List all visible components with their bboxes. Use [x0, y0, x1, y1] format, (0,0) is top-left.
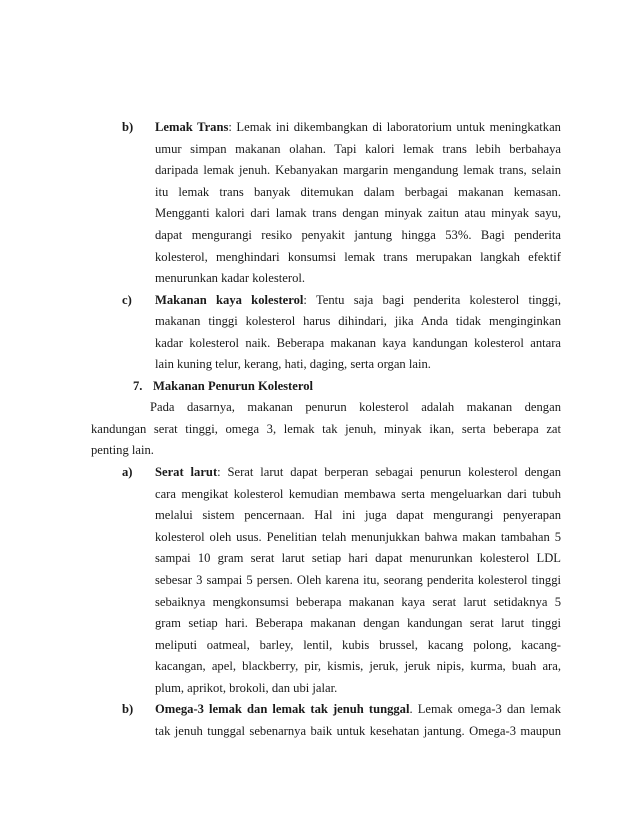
item-b-line-7: kolesterol, menghindari konsumsi lemak trans merupakan langkah efektif: [155, 250, 561, 264]
item-c-title: Makanan kaya kolesterol: [155, 293, 304, 307]
section-7-intro-3: penting lain.: [91, 443, 154, 457]
item-a-line-3: melalui sistem pencernaan. Hal ini juga dapat mengurangi penyerapan: [155, 508, 561, 522]
item-c-text-1: : Tentu saja bagi penderita kolesterol tinggi,: [303, 293, 561, 307]
item-c-line-3: kadar kolesterol naik. Beberapa makanan kaya kandungan kolesterol antara: [155, 336, 561, 350]
item-a-line-5: sampai 10 gram serat larut setiap hari dapat menurunkan kolesterol LDL: [155, 551, 561, 565]
item-b-title: Lemak Trans: [155, 120, 229, 134]
item-b-label: b): [122, 120, 134, 134]
item-b-line-4: itu lemak trans banyak ditemukan dalam berbagai makanan kemasan.: [155, 185, 561, 199]
section-7-heading: Makanan Penurun Kolesterol: [153, 379, 313, 393]
section-7-number: 7.: [133, 379, 143, 393]
item-a-line-1: [155, 464, 561, 480]
section-7-intro-2: kandungan serat tinggi, omega 3, lemak tak jenuh, minyak ikan, serta beberapa zat: [91, 422, 561, 436]
item-omega-text-1: . Lemak omega-3 dan lemak: [409, 702, 561, 716]
item-a-line-2: cara mengikat kolesterol kemudian membawa serta mengeluarkan dari tubuh: [155, 487, 561, 501]
item-a-line-11: plum, aprikot, brokoli, dan ubi jalar.: [155, 681, 338, 695]
item-a-text-1: : Serat larut dapat berperan sebagai penurun kolesterol dengan: [217, 465, 561, 479]
section-7-intro-1: Pada dasarnya, makanan penurun kolesterol adalah makanan dengan: [150, 400, 561, 414]
item-a-label: a): [122, 465, 133, 479]
item-a-line-4: kolesterol oleh usus. Penelitian telah menunjukkan bahwa makan tambahan 5: [155, 530, 561, 544]
item-b-line-8: menurunkan kadar kolesterol.: [155, 271, 306, 285]
item-a-line-10: kacangan, apel, blackberry, pir, kismis, jeruk, jeruk nipis, kurma, buah ara,: [155, 659, 561, 673]
item-b-line-3: daripada lemak jenuh. Kebanyakan margarin mengandung lemak trans, selain: [155, 163, 561, 177]
item-b-line-6: dapat mengurangi resiko penyakit jantung hingga 53%. Bagi penderita: [155, 228, 561, 242]
item-a-title: Serat larut: [155, 465, 218, 479]
item-a-line-9: meliputi oatmeal, barley, lentil, kubis brussel, kacang polong, kacang-: [155, 638, 561, 652]
item-c-line-2: makanan tinggi kolesterol harus dihindari, jika Anda tidak menginginkan: [155, 314, 561, 328]
item-a-line-6: sebesar 3 sampai 5 persen. Oleh karena itu, seorang penderita kolesterol tinggi: [155, 573, 561, 587]
item-omega-label: b): [122, 702, 134, 716]
item-c-line-1: [155, 292, 561, 308]
item-omega-line-1: [155, 701, 561, 717]
item-b-line-2: umur simpan makanan olahan. Tapi kalori lemak trans lebih berbahaya: [155, 142, 561, 156]
item-omega-line-2: tak jenuh tunggal sebenarnya baik untuk kesehatan jantung. Omega-3 maupun: [155, 724, 561, 738]
item-omega-title: Omega-3 lemak dan lemak tak jenuh tunggal: [155, 702, 410, 716]
item-b-text-1: : Lemak ini dikembangkan di laboratorium untuk meningkatkan: [228, 120, 561, 134]
item-c-line-4: lain kuning telur, kerang, hati, daging, serta organ lain.: [155, 357, 431, 371]
item-a-line-8: gram setiap hari. Beberapa makanan dengan kandungan serat larut tinggi: [155, 616, 561, 630]
item-a-line-7: sebaiknya mengkonsumsi beberapa makanan kaya serat larut setidaknya 5: [155, 595, 561, 609]
item-b-line-1: [155, 119, 561, 135]
item-c-label: c): [122, 293, 132, 307]
item-b-line-5: Mengganti kalori dari lamak trans dengan minyak zaitun atau minyak sayu,: [155, 206, 561, 220]
